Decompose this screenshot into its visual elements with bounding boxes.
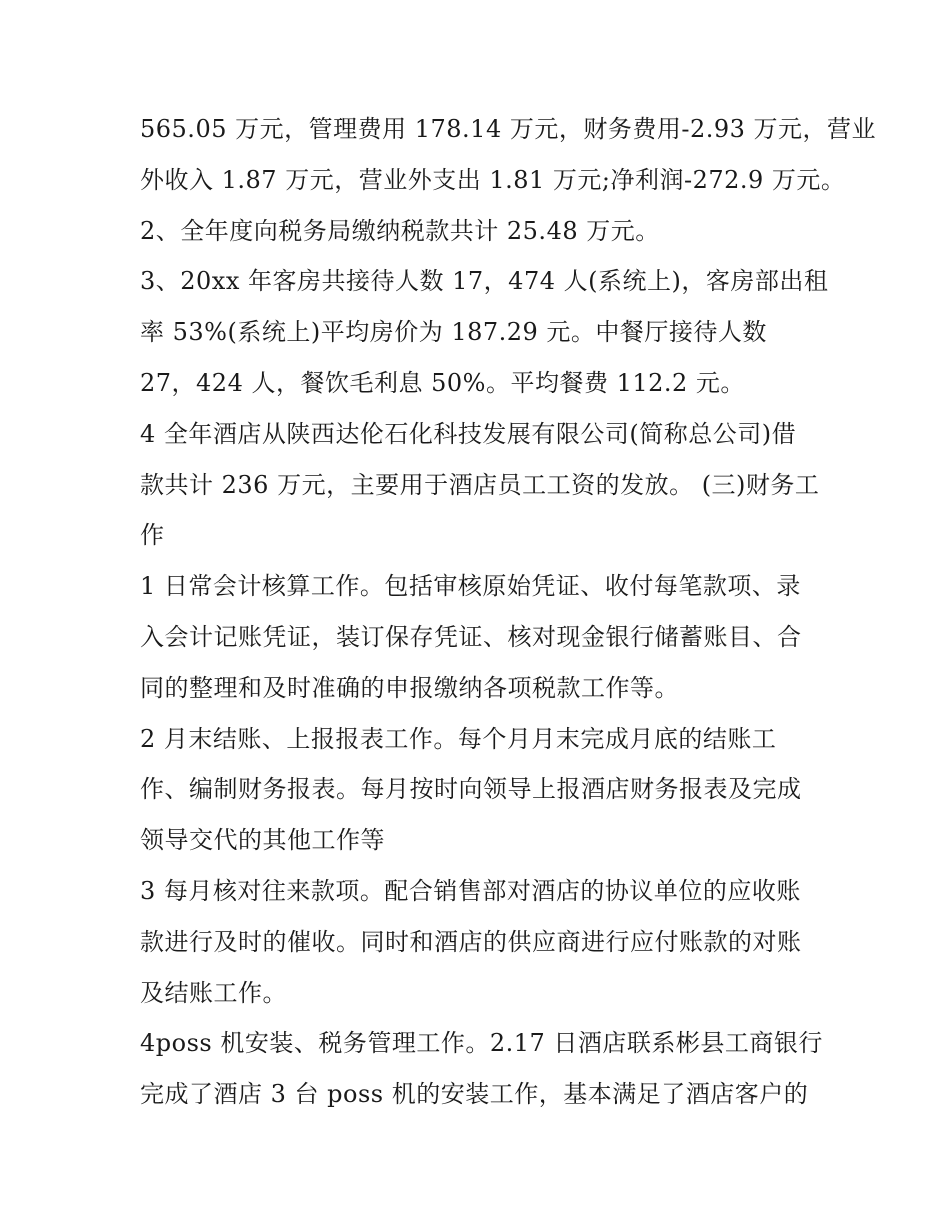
- text-line: 27，424 人，餐饮毛利息 50%。平均餐费 112.2 元。: [140, 368, 745, 397]
- text-line: 外收入 1.87 万元，营业外支出 1.81 万元;净利润-272.9 万元。: [140, 165, 846, 194]
- text-line: 4poss 机安装、税务管理工作。2.17 日酒店联系彬县工商银行: [140, 1029, 823, 1058]
- text-line: 565.05 万元，管理费用 178.14 万元，财务费用-2.93 万元，营业: [140, 115, 877, 143]
- text-line: 率 53%(系统上)平均房价为 187.29 元。中餐厅接待人数: [140, 318, 767, 347]
- text-line: 作: [140, 521, 165, 550]
- text-line: 入会计记账凭证，装订保存凭证、核对现金银行储蓄账目、合: [140, 622, 802, 651]
- text-line: 1 日常会计核算工作。包括审核原始凭证、收付每笔款项、录: [140, 572, 801, 601]
- text-line: 完成了酒店 3 台 poss 机的安装工作，基本满足了酒店客户的: [140, 1080, 809, 1109]
- text-line: 2 月末结账、上报报表工作。每个月月末完成月底的结账工: [140, 724, 777, 753]
- text-line: 2、全年度向税务局缴纳税款共计 25.48 万元。: [140, 216, 660, 245]
- text-line: 款共计 236 万元，主要用于酒店员工工资的发放。 (三)财务工: [140, 470, 820, 499]
- text-line: 及结账工作。: [140, 978, 287, 1007]
- document-body: [140, 104, 877, 1120]
- text-line: 同的整理和及时准确的申报缴纳各项税款工作等。: [140, 673, 679, 702]
- text-line: 领导交代的其他工作等: [140, 826, 385, 855]
- text-line: 3 每月核对往来款项。配合销售部对酒店的协议单位的应收账: [140, 876, 801, 905]
- text-line: 3、20xx 年客房共接待人数 17，474 人(系统上)，客房部出租: [140, 267, 829, 296]
- text-line: 款进行及时的催收。同时和酒店的供应商进行应付账款的对账: [140, 927, 802, 956]
- text-line: 4 全年酒店从陕西达伦石化科技发展有限公司(简称总公司)借: [140, 419, 797, 448]
- text-line: 作、编制财务报表。每月按时向领导上报酒店财务报表及完成: [140, 775, 802, 804]
